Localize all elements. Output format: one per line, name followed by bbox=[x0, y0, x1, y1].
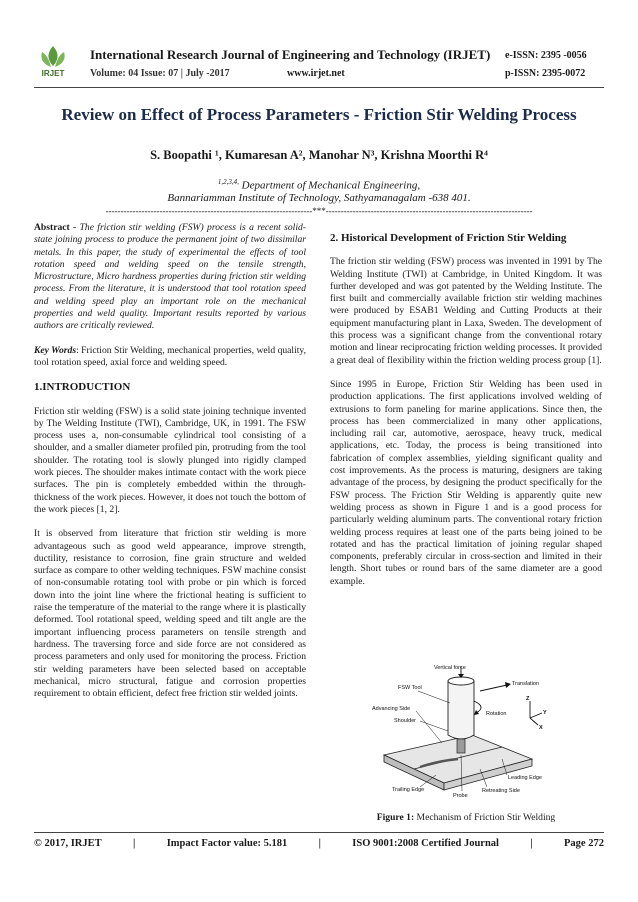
eissn: e-ISSN: 2395 -0056 bbox=[505, 50, 587, 61]
abstract-label: Abstract - bbox=[34, 222, 80, 233]
figure-caption-text: Mechanism of Friction Stir Welding bbox=[414, 812, 556, 823]
label-z: Z bbox=[526, 696, 530, 702]
authors: S. Boopathi ¹, Kumaresan A², Manohar N³, Krishna Moorthi R⁴ bbox=[150, 148, 488, 162]
keywords-text: : Friction Stir Welding, mechanical properties, weld quality, tool rotation speed, axial force and welding speed. bbox=[34, 344, 306, 368]
affiliation-department bbox=[34, 178, 604, 192]
journal-website[interactable]: www.irjet.net bbox=[287, 68, 345, 79]
intro-paragraph-2: It is observed from literature that friction stir welding is more advantageous such as good weld appearance, improve strength, ductility, resistance to corrosion, fine grain structure and welded surface as compare to other welding techniques. FSW machine consist of non-consumable rotating tool with probe or pin which is forced down into the joint line where the frictional heating is sufficient to raise the temperature of the material to the range where it is plastically deformed. Tool rotational speed, welding speed and tilt angle are the important influencing process parameters on tensile strength and hardness. The traversing force and side force are not considered as process parameters and only used for monitoring the process. Friction stir welding parameters have been selected based on acceptable mechanical, micro structural, fatigue and corrosion properties requirement to obtain efficient, defect free friction stir welded joints. bbox=[34, 528, 306, 700]
label-advancing-side: Advancing Side bbox=[372, 706, 411, 712]
label-probe: Probe bbox=[453, 793, 468, 799]
right-column bbox=[330, 232, 602, 600]
intro-heading: 1.INTRODUCTION bbox=[34, 381, 131, 394]
affiliation-sup: 1,2,3,4, bbox=[217, 178, 239, 186]
intro-paragraph-1: Friction stir welding (FSW) is a solid state joining technique invented by The Welding Institute (TWI), Cambridge, UK, in 1991. The FSW process uses a, non-consumable cylindrical tool consisting of a shoulder, and a smaller diameter profiled pin, protruding from the tool shoulder. The rotating tool is slowly plunged into rigidly clamped work pieces. The shoulder makes intimate contact with the work piece surfaces. The pin is completely embedded within the through-thickness of the work pieces. However, it does not touch the bottom of the work pieces [1, 2]. bbox=[34, 405, 306, 515]
history-heading: 2. Historical Development of Friction Stir Welding bbox=[330, 232, 567, 244]
journal-title: International Research Journal of Engineering and Technology (IRJET) bbox=[90, 47, 491, 62]
history-paragraph-1: The friction stir welding (FSW) process was invented in 1991 by The Welding Institute (TWI) at Cambridge, in United Kingdom. It was further developed and was got patented by the Welding Institute. The first built and commercially available friction stir welding machines were produced by ESAB1 Welding and Cutting Products at their equipment manufacturing plant in Laxa, Sweden. The development of this process was a significant change from the conventional rotary motion and linear reciprocating friction welding processes. It provided a great deal of flexibility within the friction welding process group [1]. bbox=[330, 256, 602, 366]
figure-caption-label: Figure 1: bbox=[376, 812, 415, 823]
history-paragraph-2: Since 1995 in Europe, Friction Stir Welding has been used in production applications. The first applications involved welding of extrusions to form paneling for marine applications. Since then, the process has been commercialized in many other applications, including rail car, automotive, aerospace, heavy truck, medical applications, etc. Today, the process is being transitioned into fabrication of complex assemblies, yielding significant quality and cost improvements. As the process is maturing, designers are taking advantage of the process, by designing the product specifically for the FSW process. The Friction Stir Welding is apparently quite new welding process as shown in Figure 1 and is a good process for particularly welding aluminum parts. The conventional rotary friction welding process requires at least one of the parts being joined to be rotated and has the practical limitation of joining regular shaped components, preferably circular in cross-section and limited in their length. Short tubes or round bars of the same diameter are a good example. bbox=[330, 378, 602, 587]
footer bbox=[34, 838, 604, 849]
label-x: X bbox=[539, 725, 543, 731]
keywords bbox=[34, 345, 306, 370]
label-vertical-force: Vertical force bbox=[434, 665, 466, 671]
label-y: Y bbox=[543, 710, 547, 716]
irjet-logo bbox=[34, 44, 72, 78]
footer-separator: | bbox=[133, 838, 136, 849]
footer-iso: ISO 9001:2008 Certified Journal bbox=[352, 838, 499, 849]
footer-separator: | bbox=[318, 838, 321, 849]
affiliation-dept-text: Department of Mechanical Engineering, bbox=[238, 179, 421, 192]
keywords-label: Key Words bbox=[34, 344, 77, 356]
footer-rule bbox=[34, 832, 604, 833]
figure-caption bbox=[330, 812, 602, 823]
label-translation: Translation bbox=[512, 681, 540, 687]
paper-title: Review on Effect of Process Parameters - Friction Stir Welding Process bbox=[61, 105, 577, 124]
label-retreating-side: Retreating Side bbox=[482, 788, 520, 794]
logo-text: IRJET bbox=[41, 69, 65, 78]
left-column bbox=[34, 222, 306, 712]
label-leading-edge: Leading Edge bbox=[508, 775, 542, 781]
header-rule bbox=[34, 87, 604, 88]
pissn: p-ISSN: 2395-0072 bbox=[505, 68, 586, 79]
label-shoulder: Shoulder bbox=[394, 718, 417, 724]
separator-line: ---------------------------------------------------------------------***--------------------------------------------------------------------- bbox=[105, 206, 533, 216]
footer-impact-factor: Impact Factor value: 5.181 bbox=[166, 838, 288, 849]
footer-separator: | bbox=[530, 838, 533, 849]
footer-copyright: © 2017, IRJET bbox=[34, 838, 102, 849]
volume-issue: Volume: 04 Issue: 07 | July -2017 bbox=[90, 68, 230, 79]
abstract-text: The friction stir welding (FSW) process is a recent solid-state joining process to produce the permanent joint of two dissimilar metals. In this paper, the study of experimental the effects of tool rotation speed and welding speed on the tensile strength, Microstructure, Micro hardness properties during friction stir welding process. From the literature, it is understood that tool rotation speed and welding speed play an important role on the mechanical properties and weld quality. Important results reported by various authors are critically reviewed. bbox=[34, 222, 306, 332]
label-fsw-tool: FSW Tool bbox=[398, 685, 422, 691]
abstract bbox=[34, 222, 306, 333]
label-trailing-edge: Trailing Edge bbox=[392, 787, 425, 793]
fsw-mechanism-figure bbox=[362, 663, 572, 800]
affiliation-institute: Bannariamman Institute of Technology, Sathyamanagalam -638 401. bbox=[167, 192, 471, 204]
footer-page-number: Page 272 bbox=[564, 838, 604, 849]
label-rotation: Rotation bbox=[486, 711, 507, 717]
